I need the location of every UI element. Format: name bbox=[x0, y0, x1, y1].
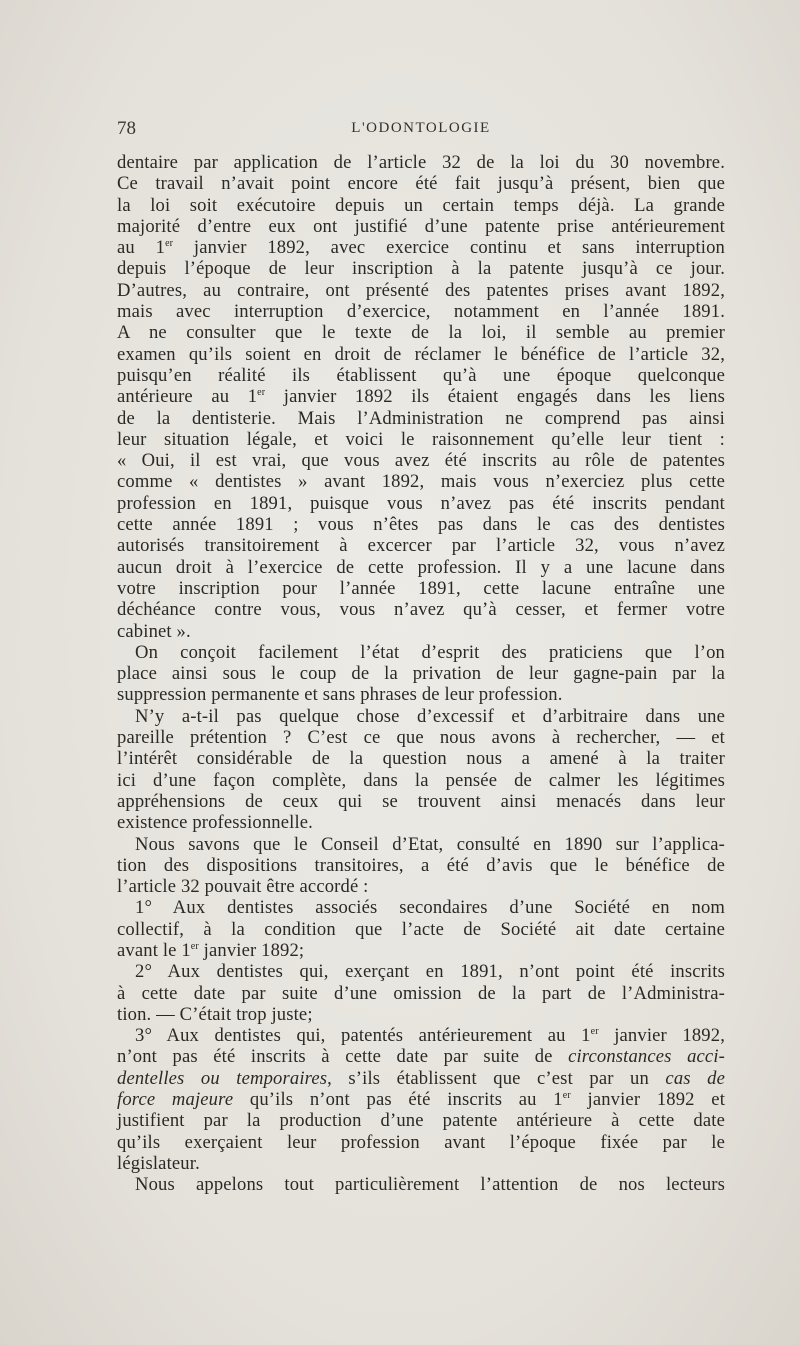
text-line bbox=[117, 152, 725, 173]
text-line bbox=[117, 621, 725, 642]
italic-text: force majeure bbox=[117, 1089, 234, 1111]
text-line bbox=[117, 301, 725, 322]
text-span: antérieure au 1 bbox=[117, 386, 258, 408]
text-span: janvier 1892, avec exercice continu et sans interruption bbox=[173, 237, 725, 259]
text-span: D’autres, au contraire, ont présenté des patentes prises avant 1892, bbox=[117, 279, 725, 301]
text-line bbox=[117, 1132, 725, 1153]
text-span: collectif, à la condition que l’acte de Société ait date certaine bbox=[117, 918, 725, 940]
text-span: janvier 1892; bbox=[198, 939, 305, 961]
superscript: er bbox=[190, 940, 199, 952]
text-line bbox=[117, 748, 725, 769]
text-line bbox=[117, 258, 725, 279]
text-span: au 1 bbox=[117, 237, 166, 259]
text-span: janvier 1892, bbox=[598, 1025, 725, 1047]
text-span: depuis l’époque de leur inscription à la patente jusqu’à ce jour. bbox=[117, 258, 725, 280]
text-line bbox=[117, 791, 725, 812]
text-span: « Oui, il est vrai, que vous avez été inscrits au rôle de patentes bbox=[117, 450, 725, 472]
text-span: examen qu’ils soient en droit de réclamer le bénéfice de l’article 32, bbox=[117, 343, 725, 365]
superscript: er bbox=[165, 238, 174, 250]
text-line bbox=[117, 834, 725, 855]
text-line bbox=[117, 344, 725, 365]
text-line bbox=[117, 1025, 725, 1046]
text-span: qu’ils exerçaient leur profession avant l’époque fixée par le bbox=[117, 1131, 725, 1153]
text-span: la loi soit exécutoire depuis un certain temps déjà. La grande bbox=[117, 194, 725, 216]
page-header bbox=[117, 118, 725, 142]
text-line bbox=[117, 770, 725, 791]
text-span: qu’ils n’ont pas été inscrits au 1 bbox=[233, 1089, 563, 1111]
text-line bbox=[117, 1110, 725, 1131]
text-line bbox=[117, 514, 725, 535]
text-line bbox=[117, 940, 725, 961]
text-span: suppression permanente et sans phrases de leur profession. bbox=[117, 684, 563, 706]
text-span: cabinet ». bbox=[117, 620, 191, 642]
text-line bbox=[117, 1174, 725, 1195]
text-line bbox=[117, 386, 725, 407]
text-line bbox=[117, 876, 725, 897]
text-span: mais avec interruption d’exercice, notamment en l’année 1891. bbox=[117, 301, 725, 323]
text-line bbox=[117, 471, 725, 492]
text-span: tion. — C’était trop juste; bbox=[117, 1003, 313, 1025]
text-span: On conçoit facilement l’état d’esprit des praticiens que l’on bbox=[135, 641, 725, 663]
running-title: L'ODONTOLOGIE bbox=[351, 120, 491, 136]
text-line bbox=[117, 1046, 725, 1067]
text-line bbox=[117, 429, 725, 450]
italic-text: cas de bbox=[665, 1067, 725, 1089]
text-line bbox=[117, 1089, 725, 1110]
superscript: er bbox=[562, 1090, 571, 1102]
text-line bbox=[117, 365, 725, 386]
text-span: 1° Aux dentistes associés secondaires d’une Société en nom bbox=[135, 897, 725, 919]
body-text bbox=[117, 152, 725, 1196]
text-span: tion des dispositions transitoires, a été d’avis que le bénéfice de bbox=[117, 854, 725, 876]
text-span: législateur. bbox=[117, 1152, 200, 1174]
text-span: janvier 1892 ils étaient engagés dans les liens bbox=[265, 386, 726, 408]
text-span: votre inscription pour l’année 1891, cette lacune entraîne une bbox=[117, 577, 725, 599]
text-span: autorisés transitoirement à excercer par l’article 32, vous n’avez bbox=[117, 535, 725, 557]
text-span: l’intérêt considérable de la question nous a amené à la traiter bbox=[117, 748, 725, 770]
text-line bbox=[117, 195, 725, 216]
italic-text: dentelles ou temporaires bbox=[117, 1067, 328, 1089]
text-line bbox=[117, 727, 725, 748]
text-line bbox=[117, 237, 725, 258]
text-line bbox=[117, 1153, 725, 1174]
text-span: N’y a-t-il pas quelque chose d’excessif et d’arbitraire dans une bbox=[135, 705, 725, 727]
text-span: Nous savons que le Conseil d’Etat, consulté en 1890 sur l’applica- bbox=[135, 833, 725, 855]
text-span: A ne consulter que le texte de la loi, il semble au premier bbox=[117, 322, 725, 344]
text-line bbox=[117, 897, 725, 918]
text-line bbox=[117, 684, 725, 705]
text-span: existence professionnelle. bbox=[117, 812, 313, 834]
text-span: l’article 32 pouvait être accordé : bbox=[117, 876, 369, 898]
text-span: justifient par la production d’une patente antérieure à cette date bbox=[117, 1110, 725, 1132]
text-line bbox=[117, 173, 725, 194]
text-line bbox=[117, 919, 725, 940]
text-span: comme « dentistes » avant 1892, mais vous n’exerciez plus cette bbox=[117, 471, 725, 493]
text-line bbox=[117, 983, 725, 1004]
text-span: leur situation légale, et voici le raisonnement qu’elle leur tient : bbox=[117, 428, 725, 450]
text-line bbox=[117, 961, 725, 982]
text-span: Ce travail n’avait point encore été fait jusqu’à présent, bien que bbox=[117, 173, 725, 195]
text-line bbox=[117, 450, 725, 471]
text-line bbox=[117, 1068, 725, 1089]
text-span: dentaire par application de l’article 32 de la loi du 30 novembre. bbox=[117, 152, 725, 173]
text-line bbox=[117, 280, 725, 301]
italic-text: circonstances acci- bbox=[568, 1046, 725, 1068]
text-line bbox=[117, 855, 725, 876]
text-span: de la dentisterie. Mais l’Administration ne comprend pas ainsi bbox=[117, 407, 725, 429]
text-line bbox=[117, 557, 725, 578]
text-line bbox=[117, 535, 725, 556]
text-span: majorité d’entre eux ont justifié d’une patente prise antérieurement bbox=[117, 215, 725, 237]
text-line bbox=[117, 642, 725, 663]
text-span: cette année 1891 ; vous n’êtes pas dans le cas des dentistes bbox=[117, 514, 725, 536]
text-span: profession en 1891, puisque vous n’avez pas été inscrits pendant bbox=[117, 492, 725, 514]
text-line bbox=[117, 578, 725, 599]
text-line bbox=[117, 599, 725, 620]
text-span: avant le 1 bbox=[117, 939, 191, 961]
text-line bbox=[117, 812, 725, 833]
text-line bbox=[117, 1004, 725, 1025]
superscript: er bbox=[590, 1026, 599, 1038]
text-line bbox=[117, 408, 725, 429]
superscript: er bbox=[257, 387, 266, 399]
text-span: à cette date par suite d’une omission de la part de l’Administra- bbox=[117, 982, 725, 1004]
text-line bbox=[117, 216, 725, 237]
text-span: aucun droit à l’exercice de cette profession. Il y a une lacune dans bbox=[117, 556, 725, 578]
text-span: ici d’une façon complète, dans la pensée de calmer les légitimes bbox=[117, 769, 725, 791]
text-line bbox=[117, 493, 725, 514]
text-line bbox=[117, 706, 725, 727]
text-line bbox=[117, 663, 725, 684]
text-span: puisqu’en réalité ils établissent qu’à une époque quelconque bbox=[117, 364, 725, 386]
text-span: pareille prétention ? C’est ce que nous avons à rechercher, — et bbox=[117, 727, 725, 749]
text-span: déchéance contre vous, vous n’avez qu’à cesser, et fermer votre bbox=[117, 599, 725, 621]
text-span: 2° Aux dentistes qui, exerçant en 1891, n’ont point été inscrits bbox=[135, 961, 725, 983]
text-line bbox=[117, 322, 725, 343]
text-span: place ainsi sous le coup de la privation de leur gagne-pain par la bbox=[117, 663, 725, 685]
text-span: appréhensions de ceux qui se trouvent ainsi menacés dans leur bbox=[117, 790, 725, 812]
text-span: 3° Aux dentistes qui, patentés antérieurement au 1 bbox=[135, 1025, 591, 1047]
text-span: , s’ils établissent que c’est par un bbox=[327, 1067, 666, 1089]
text-span: n’ont pas été inscrits à cette date par suite de bbox=[117, 1046, 569, 1068]
text-span: Nous appelons tout particulièrement l’attention de nos lecteurs bbox=[135, 1174, 725, 1196]
text-span: janvier 1892 et bbox=[570, 1089, 726, 1111]
page-number: 78 bbox=[117, 118, 136, 139]
